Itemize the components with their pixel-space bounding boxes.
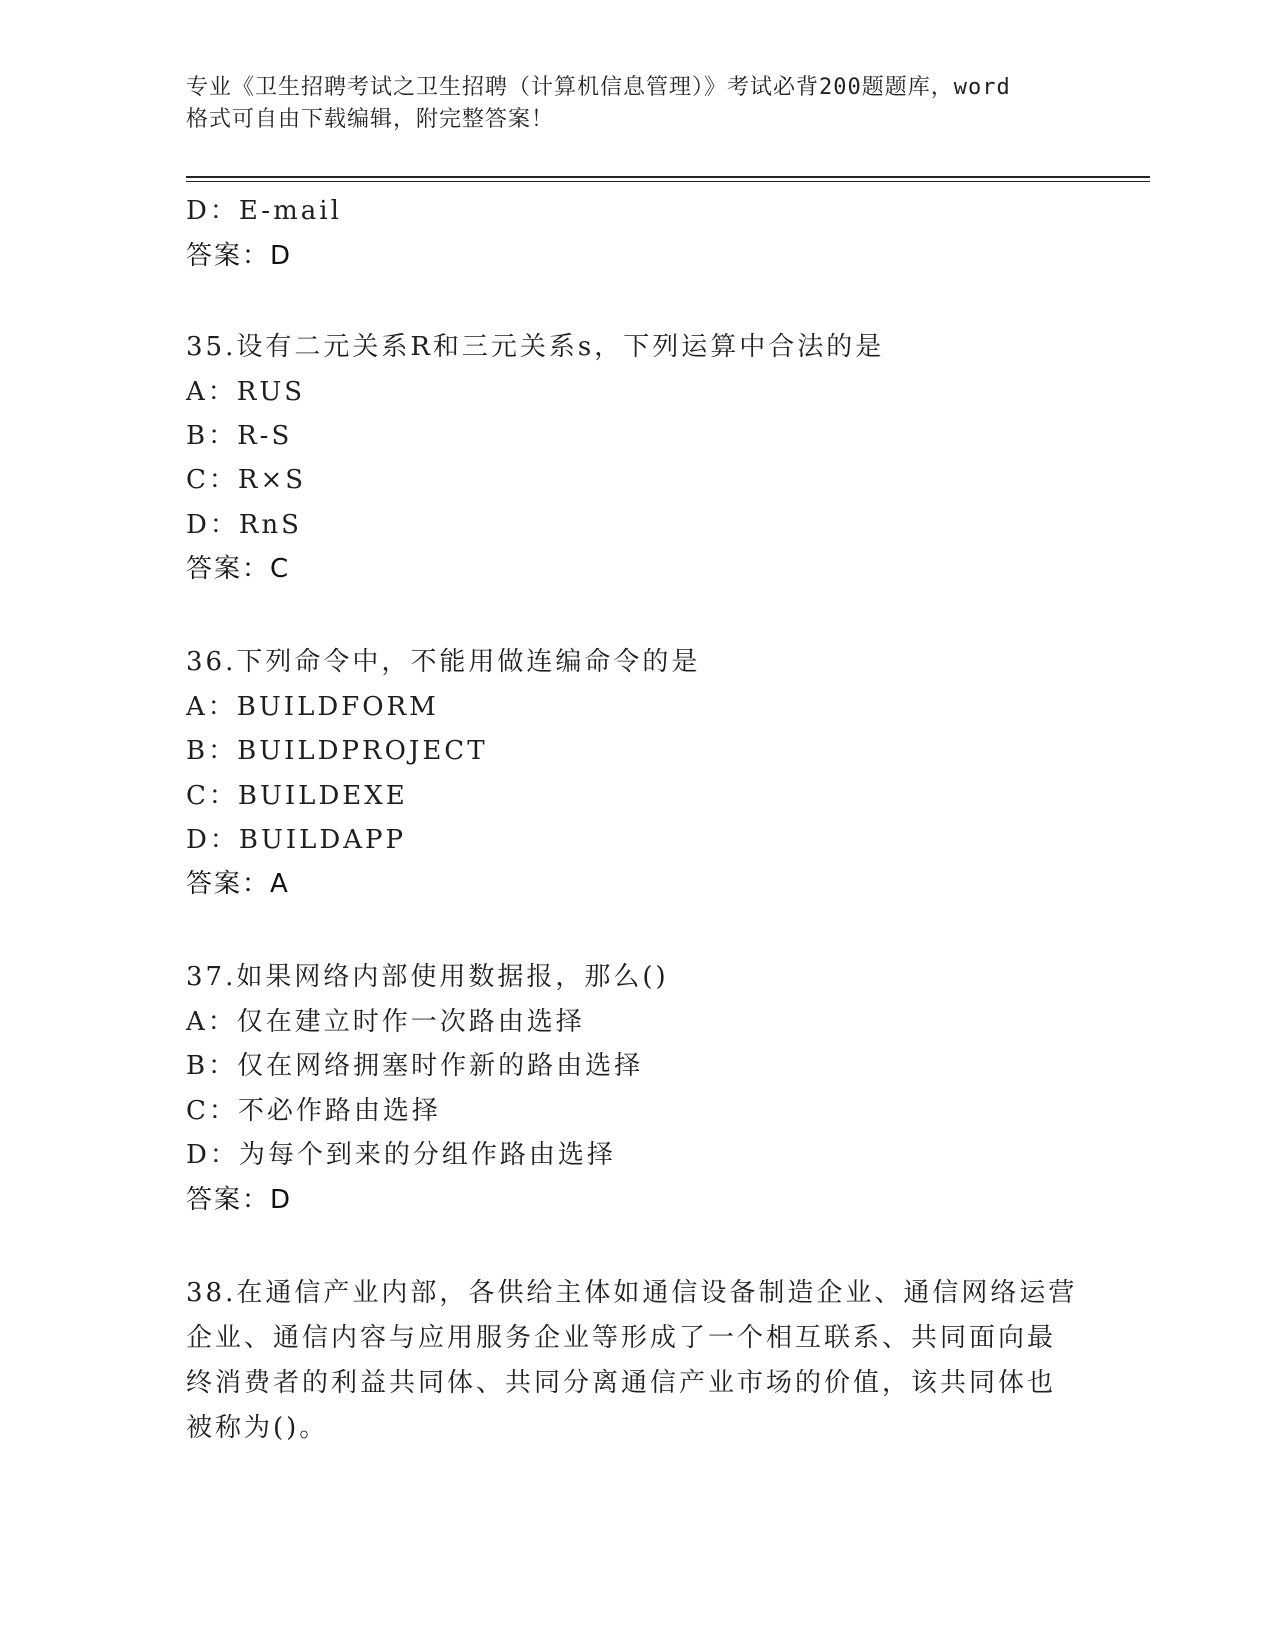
option-d: D：E-mail: [186, 196, 342, 226]
option-d: D：RnS: [186, 510, 302, 540]
question-stem-line-1: 38.在通信产业内部，各供给主体如通信设备制造企业、通信网络运营: [186, 1278, 1078, 1308]
question-stem-line-3: 终消费者的利益共同体、共同分离通信产业市场的价值，该共同体也: [186, 1368, 1057, 1398]
answer: 答案：D: [186, 241, 293, 271]
question-stem-line-2: 企业、通信内容与应用服务企业等形成了一个相互联系、共同面向最: [186, 1323, 1057, 1353]
header-title-line-1: 专业《卫生招聘考试之卫生招聘（计算机信息管理）》考试必背200题题库，word: [186, 75, 1011, 100]
answer: 答案：D: [186, 1185, 293, 1215]
question-stem: 36.下列命令中，不能用做连编命令的是: [186, 647, 701, 677]
option-b: B：R-S: [186, 421, 293, 451]
header-rule-thick: [186, 176, 1150, 178]
option-b: B：BUILDPROJECT: [186, 736, 488, 766]
header-rule-thin: [186, 181, 1150, 182]
option-d: D：BUILDAPP: [186, 825, 407, 855]
question-stem-line-4: 被称为()。: [186, 1413, 329, 1443]
header-title-line-2: 格式可自由下载编辑，附完整答案！: [186, 107, 555, 132]
option-a: A：RUS: [186, 377, 306, 407]
answer: 答案：A: [186, 869, 290, 899]
option-b: B：仅在网络拥塞时作新的路由选择: [186, 1051, 644, 1081]
answer: 答案：C: [186, 554, 291, 584]
option-d: D：为每个到来的分组作路由选择: [186, 1140, 616, 1170]
option-c: C：BUILDEXE: [186, 781, 408, 811]
option-c: C：不必作路由选择: [186, 1096, 441, 1126]
option-c: C：R×S: [186, 465, 307, 495]
question-stem: 35.设有二元关系R和三元关系s，下列运算中合法的是: [186, 332, 885, 362]
question-stem: 37.如果网络内部使用数据报，那么(): [186, 962, 669, 992]
option-a: A：仅在建立时作一次路由选择: [186, 1007, 585, 1037]
option-a: A：BUILDFORM: [186, 692, 439, 722]
document-header: [186, 72, 1086, 136]
